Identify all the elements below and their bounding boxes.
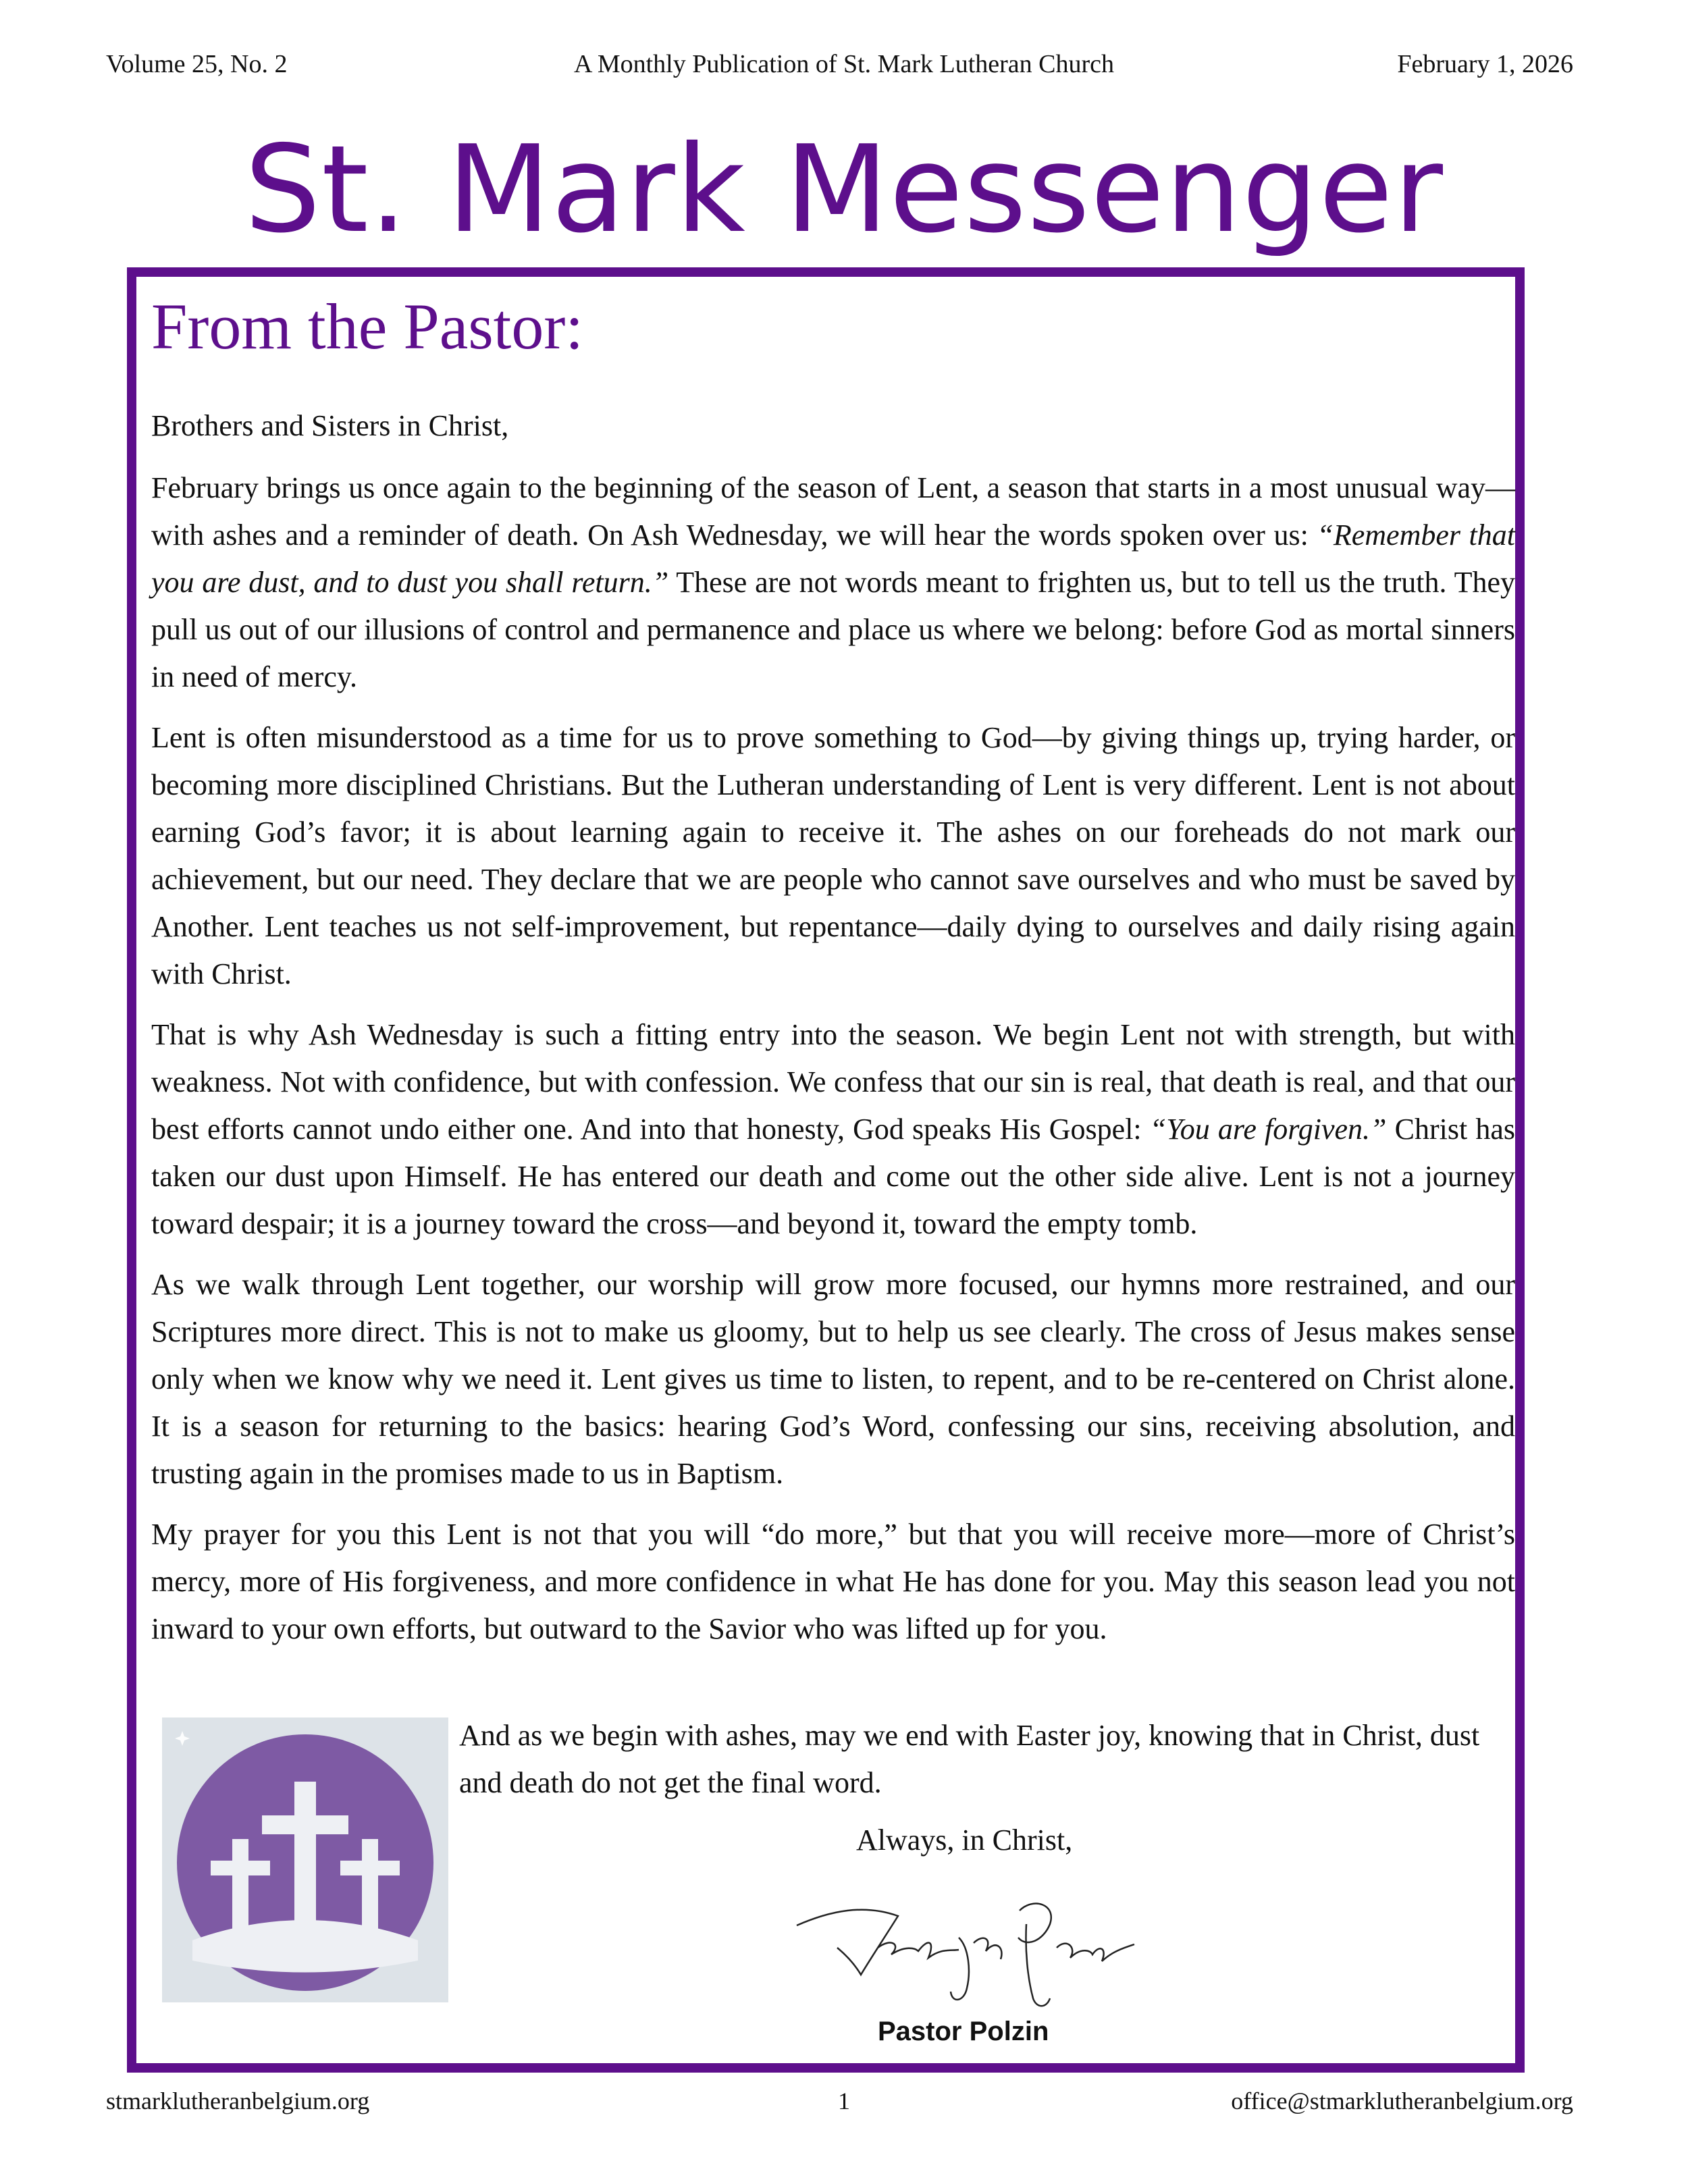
- pastor-letter-body: [151, 402, 1515, 1666]
- pastor-signature: [790, 1884, 1141, 2019]
- letter-salutation: Brothers and Sisters in Christ,: [151, 409, 509, 442]
- gospel-quote: “You are forgiven.”: [1149, 1113, 1387, 1146]
- paragraph-text: February brings us once again to the beginning of the season of Lent, a season that starts in a most unusual way—with ashes and a reminder of death. On Ash Wednesday, we will hear the words spoken over us:: [151, 471, 1515, 552]
- publication-subtitle: A Monthly Publication of St. Mark Lutheran Church: [573, 50, 1115, 78]
- letter-paragraph: My prayer for you this Lent is not that you will “do more,” but that you will receive more—more of Christ’s mercy, more of His forgiveness, and more confidence in what He has done for you. May this season lead you not inward to your own efforts, but outward to the Savior who was lifted up for you.: [151, 1518, 1515, 1645]
- scripture-quote: “Remember that you are dust, and to dust you shall return.”: [151, 518, 1515, 599]
- letter-paragraph: Lent is often misunderstood as a time for us to prove something to God—by giving things up, trying harder, or becoming more disciplined Christians. But the Lutheran understanding of Lent is very different. Lent is not about earning God’s favor; it is about learning again to receive it. The ashes on our foreheads do not mark our achievement, but our need. They declare that we are people who cannot save ourselves and who must be saved by Another. Lent teaches us not self-improvement, but repentance—daily dying to ourselves and daily rising again with Christ.: [151, 721, 1515, 990]
- page-number: 1: [838, 2087, 850, 2114]
- letter-paragraph: As we walk through Lent together, our worship will grow more focused, our hymns more restrained, and our Scriptures more direct. This is not to make us gloomy, but to help us see clearly. The cross of Jesus makes sense only when we know why we need it. Lent gives us time to listen, to repent, and to be re-centered on Christ alone. It is a season for returning to the basics: hearing God’s Word, confessing our sins, receiving absolution, and trusting again in the promises made to us in Baptism.: [151, 1268, 1515, 1490]
- issue-date: February 1, 2026: [1397, 50, 1573, 78]
- section-title: From the Pastor:: [151, 290, 583, 363]
- paragraph-text: Christ has taken our dust upon Himself. He has entered our death and come out the other side alive. Lent is not a journey toward despair; it is a journey toward the cross—and beyond it, toward the empty tomb.: [151, 1113, 1515, 1240]
- signer-name: Pastor Polzin: [878, 2017, 1049, 2046]
- footer-website[interactable]: stmarklutheranbelgium.org: [106, 2087, 370, 2114]
- letter-paragraph: [151, 1011, 1515, 1248]
- newsletter-title: St. Mark Messenger: [244, 119, 1444, 259]
- letter-paragraph: [151, 464, 1515, 701]
- footer-email[interactable]: office@stmarklutheranbelgium.org: [1231, 2087, 1573, 2114]
- paragraph-text: That is why Ash Wednesday is such a fitting entry into the season. We begin Lent not with strength, but with weakness. Not with confidence, but with confession. We confess that our sin is real, that death is real, and that our best efforts cannot undo either one. And into that honesty, God speaks His Gospel:: [151, 1018, 1515, 1146]
- three-crosses-icon: [162, 1717, 448, 2002]
- letter-final-paragraph: And as we begin with ashes, may we end with Easter joy, knowing that in Christ, dust and death do not get the final word.: [459, 1719, 1480, 1799]
- letter-closing: Always, in Christ,: [856, 1823, 1073, 1857]
- issue-volume: Volume 25, No. 2: [106, 50, 288, 78]
- paragraph-text: These are not words meant to frighten us, but to tell us the truth. They pull us out of our illusions of control and permanence and place us where we belong: before God as mortal sinners in need of mercy.: [151, 566, 1515, 693]
